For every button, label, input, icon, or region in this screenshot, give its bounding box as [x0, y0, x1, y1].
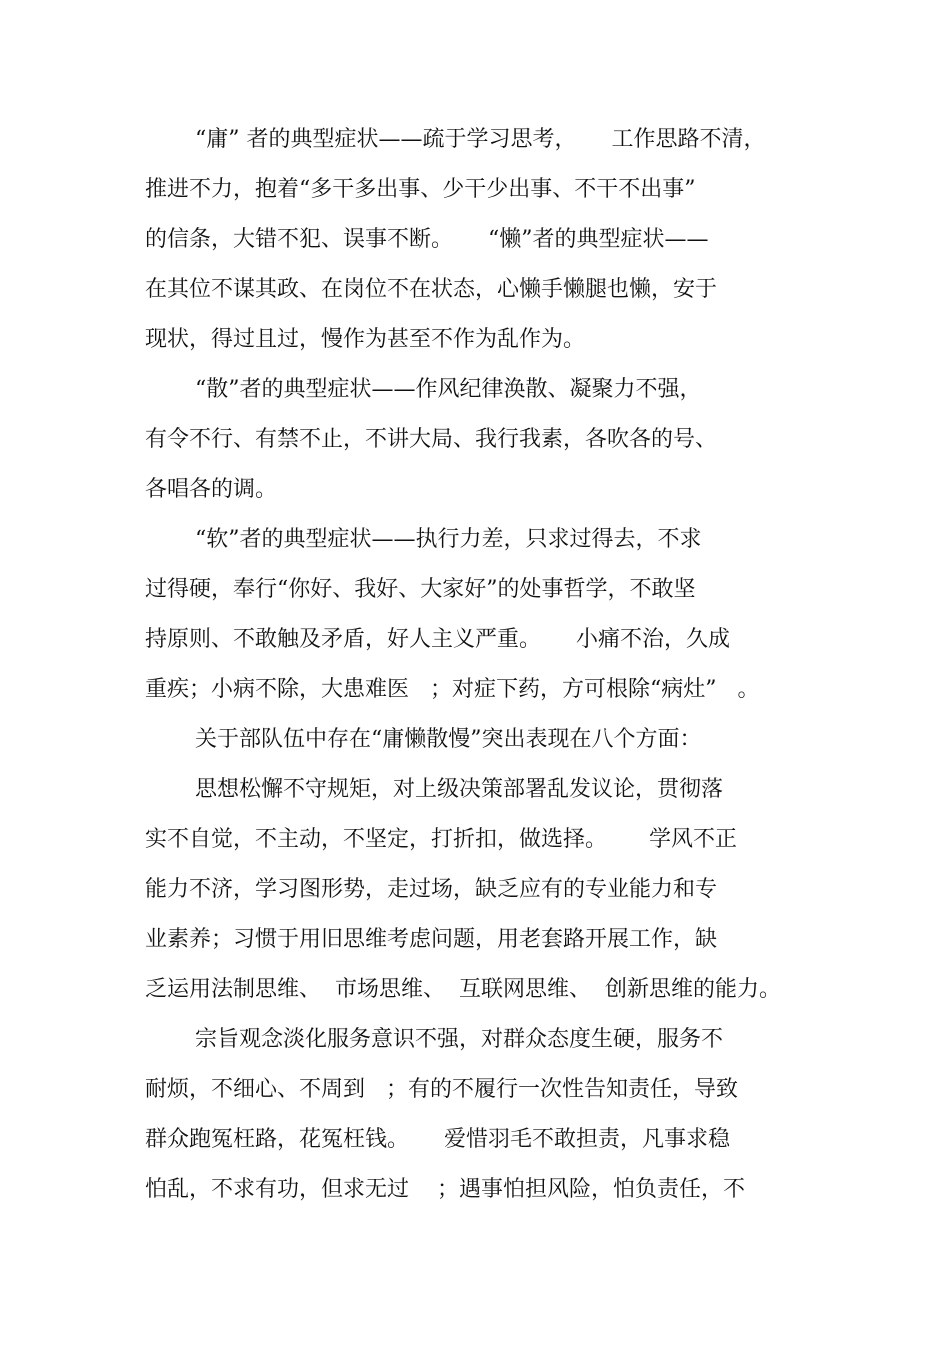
text-line: “散”者的典型症状——作风纪律涣散、凝聚力不强，	[195, 377, 702, 402]
text-line: 现状，得过且过，慢作为甚至不作为乱作为。	[145, 327, 586, 352]
text-line: 持原则、不敢触及矛盾，好人主义严重。 小痛不治，久成	[145, 627, 730, 652]
text-line: 能力不济，学习图形势，走过场，缺乏应有的专业能力和专	[145, 877, 718, 902]
text-line: 关于部队伍中存在“庸懒散慢”突出表现在八个方面：	[195, 727, 702, 752]
text-line: 重疾；小病不除，大患难医 ；对症下药，方可根除“病灶” 。	[145, 677, 760, 702]
text-line: 各唱各的调。	[145, 477, 278, 502]
text-line: 推进不力，抱着“多干多出事、少干少出事、不干不出事”	[145, 177, 696, 202]
text-line: 乏运用法制思维、 市场思维、 互联网思维、 创新思维的能力。	[145, 977, 781, 1002]
text-line: 在其位不谋其政、在岗位不在状态，心懒手懒腿也懒，安于	[145, 277, 718, 302]
text-line: 实不自觉，不主动，不坚定，打折扣，做选择。 学风不正	[145, 827, 737, 852]
text-line: 有令不行、有禁不止，不讲大局、我行我素，各吹各的号、	[145, 427, 718, 452]
text-line: 过得硬，奉行“你好、我好、大家好”的处事哲学，不敢坚	[145, 577, 696, 602]
text-line: 的信条，大错不犯、误事不断。 “懒”者的典型症状——	[145, 227, 709, 252]
text-line: “软”者的典型症状——执行力差，只求过得去，不求	[195, 527, 702, 552]
text-line: 耐烦，不细心、不周到 ；有的不履行一次性告知责任，导致	[145, 1077, 738, 1102]
text-line: 群众跑冤枉路，花冤枉钱。 爱惜羽毛不敢担责，凡事求稳	[145, 1127, 730, 1152]
text-line: “庸” 者的典型症状——疏于学习思考， 工作思路不清，	[195, 127, 766, 152]
text-line: 业素养；习惯于用旧思维考虑问题，用老套路开展工作，缺	[145, 927, 718, 952]
text-line: 怕乱，不求有功，但求无过 ；遇事怕担风险，怕负责任，不	[145, 1177, 745, 1202]
text-line: 思想松懈不守规矩，对上级决策部署乱发议论，贯彻落	[195, 777, 724, 802]
text-line: 宗旨观念淡化服务意识不强，对群众态度生硬，服务不	[195, 1027, 724, 1052]
